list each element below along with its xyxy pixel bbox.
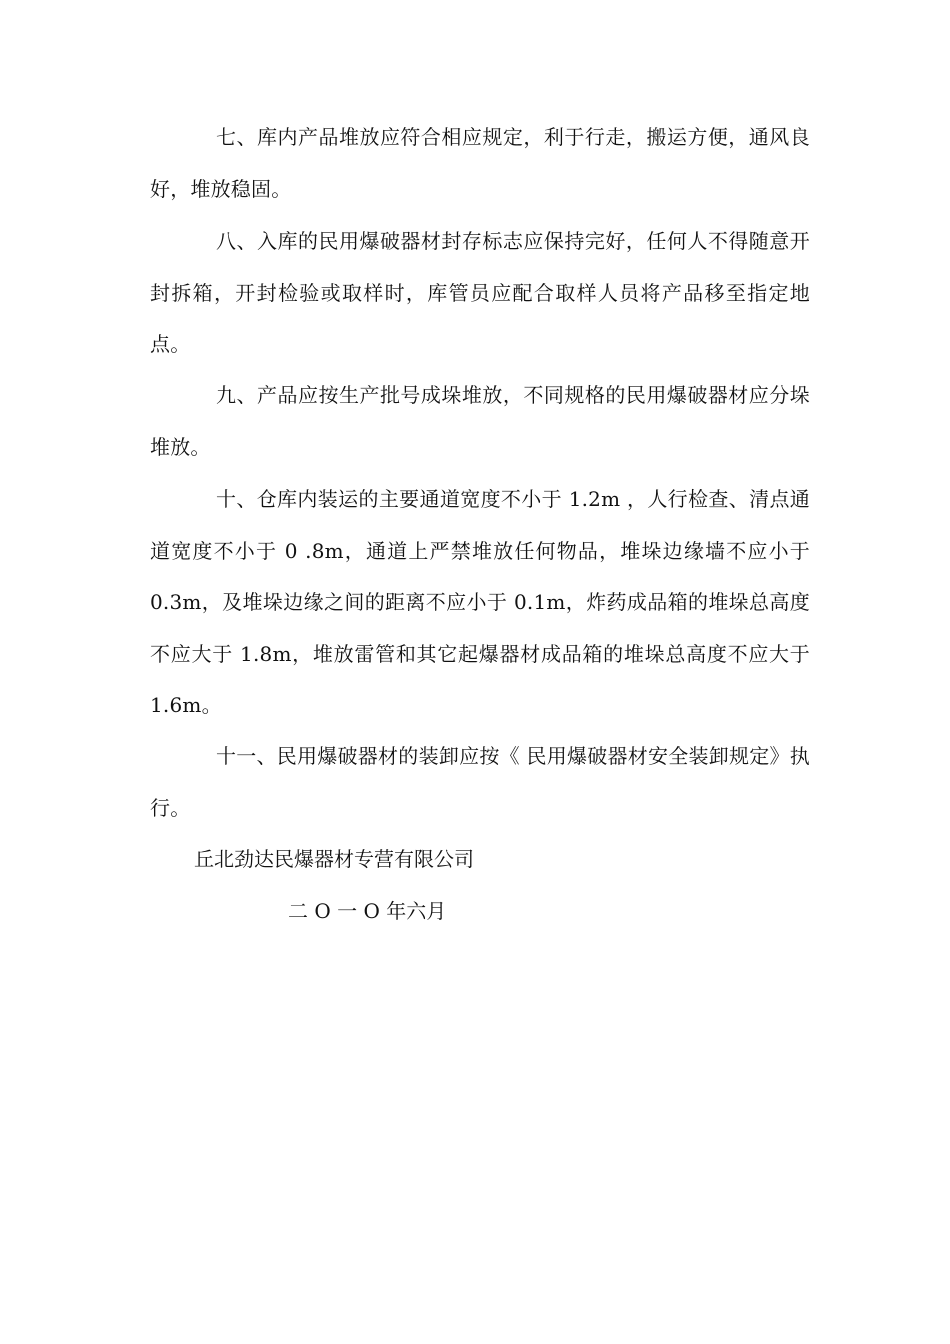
clause-11-paragraph: 十一、民用爆破器材的装卸应按《 民用爆破器材安全装卸规定》执行。: [150, 744, 810, 820]
document-date: 二 O 一 O 年六月: [288, 899, 447, 923]
clause-8-paragraph: 八、入库的民用爆破器材封存标志应保持完好，任何人不得随意开封拆箱，开封检验或取样时，库管员应配合取样人员将产品移至指定地点。: [150, 229, 810, 356]
clause-9-paragraph: 九、产品应按生产批号成垛堆放，不同规格的民用爆破器材应分垛堆放。: [150, 383, 810, 459]
clause-7-paragraph: 七、库内产品堆放应符合相应规定，利于行走，搬运方便，通风良好，堆放稳固。: [150, 125, 810, 201]
company-signature: 丘北劲达民爆器材专营有限公司: [194, 847, 474, 871]
clause-10-paragraph: 十、仓库内装运的主要通道宽度不小于 1.2m ，人行检查、清点通道宽度不小于 0 .8m，通道上严禁堆放任何物品，堆垛边缘墙不应小于 0.3m，及堆垛边缘之间的距离不应小于 0.1m，炸药成品箱的堆垛总高度不应大于 1.8m，堆放雷管和其它起爆器材成品箱的堆垛总高度不应大于 1.6m。: [150, 487, 810, 717]
